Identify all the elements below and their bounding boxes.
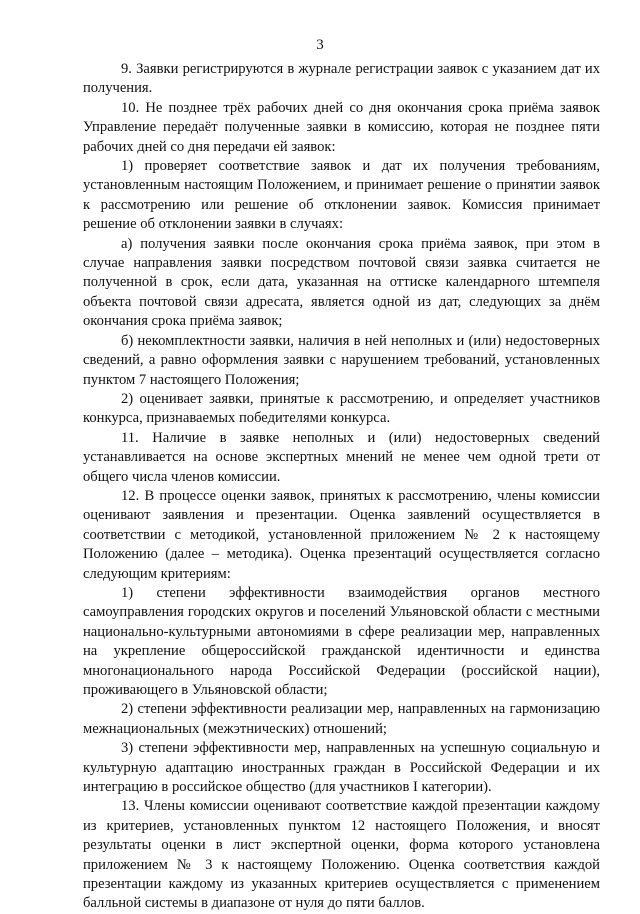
paragraph-12: 12. В процессе оценки заявок, принятых к рассмотрению, члены комиссии оценивают заявления и презентации. Оценка заявлений осуществляется в соответствии с методикой, установленной приложением № 2 к настоящему Положению (далее – методика). Оценка презентаций осуществляется согласно следующим критериям: [83, 487, 600, 582]
paragraph-12-criterion-1: 1) степени эффективности взаимодействия органов местного самоуправления городских округов и поселений Ульяновской области с местными национально-культурными автономиями в сфере реализации мер, направленных на укрепление общероссийской гражданской идентичности и единства многонационального народа Российской Федерации (российской нации), проживающего в Ульяновской области; [83, 584, 600, 698]
paragraph-11: 11. Наличие в заявке неполных и (или) недостоверных сведений устанавливается на основе экспертных мнений не менее чем одной трети от общего числа членов комиссии. [83, 429, 600, 485]
page-number: 3 [316, 37, 324, 53]
paragraph-12-criterion-2: 2) степени эффективности реализации мер, направленных на гармонизацию межнациональных (межэтнических) отношений; [83, 701, 600, 737]
paragraph-12-criterion-3: 3) степени эффективности мер, направленных на успешную социальную и культурную адаптацию иностранных граждан в Российской Федерации и их интеграцию в российское общество (для участников I категории). [83, 740, 600, 796]
paragraph-10: 10. Не позднее трёх рабочих дней со дня окончания срока приёма заявок Управление передаёт полученные заявки в комиссию, которая не позднее пяти рабочих дней со дня передачи ей заявок: [83, 99, 600, 155]
paragraph-13: 13. Члены комиссии оценивают соответствие каждой презентации каждому из критериев, установленных пунктом 12 настоящего Положения, и вносят результаты оценки в лист экспертной оценки, форма которого установлена приложением № 3 к настоящему Положению. Оценка соответствия каждой презентации каждому из указанных критериев осуществляется с применением балльной системы в диапазоне от нуля до пяти баллов. [83, 798, 600, 912]
paragraph-10-item-1-b: б) некомплектности заявки, наличия в ней неполных и (или) недостоверных сведений, а равно оформления заявки с нарушением требований, установленных пунктом 7 настоящего Положения; [83, 332, 600, 388]
paragraph-9: 9. Заявки регистрируются в журнале регистрации заявок с указанием дат их получения. [83, 61, 600, 97]
paragraph-10-item-2: 2) оценивает заявки, принятые к рассмотрению, и определяет участников конкурса, признаваемых победителями конкурса. [83, 390, 600, 427]
paragraph-10-item-1: 1) проверяет соответствие заявок и дат их получения требованиям, установленным настоящим Положением, и принимает решение о принятии заявок к рассмотрению или решение об отклонении заявок. Комиссия принимает решение об отклонении заявки в случаях: [83, 158, 600, 233]
paragraph-10-item-1-a: а) получения заявки после окончания срока приёма заявок, при этом в случае направления заявки посредством почтовой связи заявка считается не полученной в срок, если дата, указанная на оттиске календарного штемпеля объекта почтовой связи адресата, является одной из дат, следующих за днём окончания срока приёма заявок; [83, 235, 600, 330]
document-body [83, 60, 600, 914]
